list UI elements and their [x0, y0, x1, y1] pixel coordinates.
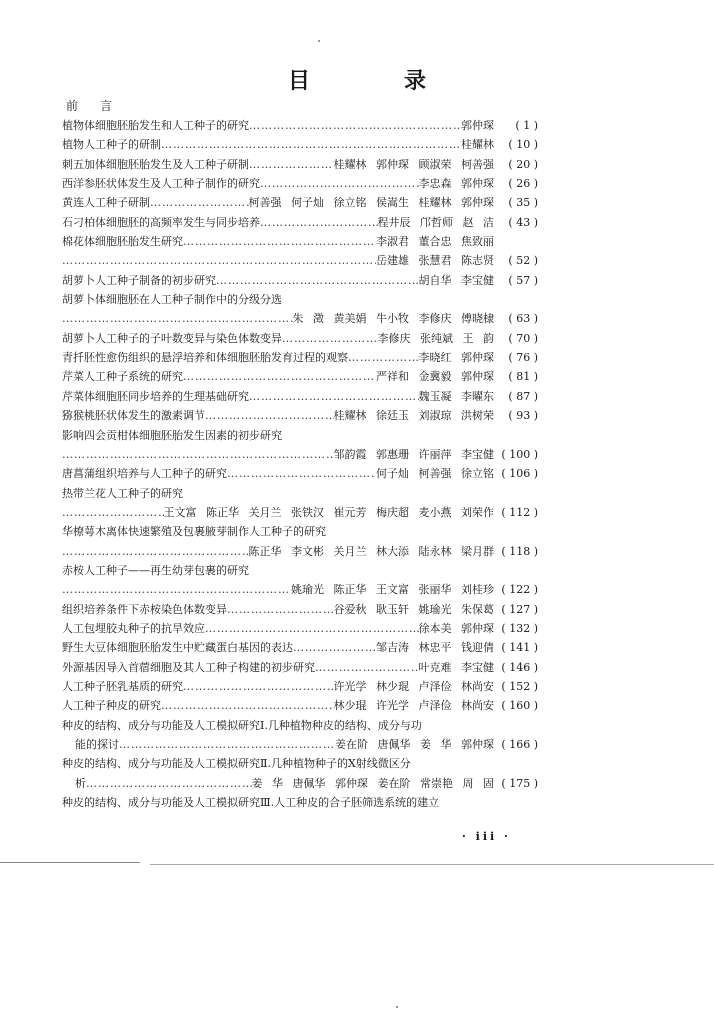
entry-page: ( 127 ) — [501, 602, 538, 616]
entry-title: 棉花体细胞胚胎发生研究 — [62, 235, 183, 249]
entry-page: ( 112 ) — [501, 505, 538, 519]
entry-page: ( 43 ) — [508, 215, 538, 229]
entry-page: ( 76 ) — [508, 351, 538, 365]
preface-heading: 前言 — [66, 99, 135, 113]
leader-dots — [119, 735, 335, 754]
entry-authors: 徐本美 郭仲琛 — [418, 621, 494, 635]
entry-title: 野生大豆体细胞胚胎发生中贮藏蛋白基因的表达 — [62, 641, 293, 655]
entry-title: 赤桉人工种子——再生幼芽包裹的研究 — [62, 563, 249, 577]
entry-page: ( 100 ) — [501, 447, 538, 461]
entry-title: 胡萝卜人工种子制备的初步研究 — [62, 273, 216, 287]
entry-page: ( 20 ) — [508, 157, 538, 171]
page-number: · iii · — [462, 830, 511, 843]
toc-entry — [62, 658, 538, 677]
toc-entry — [62, 542, 538, 561]
entry-authors: 程井辰 邝哲师 赵 洁 — [377, 215, 494, 229]
toc-entry — [62, 484, 538, 503]
entry-authors: 岳建雄 张慧君 陈志贤 — [376, 254, 494, 268]
toc-entry — [62, 309, 538, 328]
leader-dots — [86, 774, 252, 793]
entry-page: ( 160 ) — [501, 699, 538, 713]
toc-entry — [62, 677, 538, 696]
toc-entry — [62, 251, 538, 270]
leader-dots — [227, 464, 376, 483]
toc-entry — [62, 406, 538, 425]
toc-entry — [62, 619, 538, 638]
entry-authors: 王文富 陈正华 关月兰 张铁汉 崔元芳 梅庆超 麦小燕 刘荣作 — [163, 505, 494, 519]
entry-title: 外源基因导入首蓿细胞及其人工种子构建的初步研究 — [62, 660, 315, 674]
leader-dots — [249, 387, 419, 406]
toc-entry — [62, 522, 538, 541]
entry-title: 西洋参胚状体发生及人工种子制作的研究 — [62, 177, 260, 191]
leader-dots — [183, 677, 334, 696]
entry-page: ( 122 ) — [501, 583, 538, 597]
toc-entry — [62, 135, 538, 154]
entry-page: ( 166 ) — [501, 738, 538, 751]
entry-page: ( 175 ) — [501, 776, 538, 790]
toc-entry — [62, 426, 538, 445]
entry-authors: 郭仲琛 — [461, 119, 494, 132]
toc-entry — [62, 445, 538, 464]
toc-entry — [62, 387, 538, 406]
entry-page: ( 93 ) — [508, 409, 538, 423]
entry-title: 芹菜人工种子系统的研究 — [62, 370, 183, 384]
entry-authors: 姜 华 唐佩华 郭仲琛 姜在阶 常崇艳 周 固 — [251, 776, 494, 790]
entry-title: 人工种子种皮的研究 — [62, 699, 161, 713]
entry-title: 青扦胚性愈伤组织的悬浮培养和体细胞胚胎发育过程的观察 — [62, 351, 348, 365]
entry-authors: 陈正华 李文彬 关月兰 林大添 陆永林 梁月群 — [248, 544, 494, 558]
entry-authors: 桂耀林 — [461, 138, 494, 152]
entry-title: 猕猴桃胚状体发生的激素调节 — [62, 409, 205, 423]
entry-title: 能的探讨 — [75, 738, 119, 751]
entry-title: 华橑萼木离体快速繁殖及包裹腋芽制作人工种子的研究 — [62, 525, 326, 539]
toc-entry — [62, 271, 538, 290]
entry-authors: 姜在阶 唐佩华 姜 华 郭仲琛 — [335, 738, 494, 751]
entry-page: ( 141 ) — [501, 641, 538, 655]
leader-dots — [161, 135, 461, 154]
entry-title: 石刁柏体细胞胚的高频率发生与同步培养 — [62, 215, 260, 229]
entry-authors: 谷爱秋 耿玉轩 姚瑜光 朱保葛 — [333, 602, 494, 616]
leader-dots — [227, 600, 334, 619]
leader-dots — [161, 696, 334, 715]
entry-authors: 李晓红 郭仲琛 — [418, 351, 494, 365]
toc-entry — [62, 290, 538, 309]
entry-title: 种皮的结构、成分与功能及人工模拟研究Ⅲ.人工种皮的合子胚筛选系统的建立 — [62, 796, 440, 810]
leader-dots — [205, 406, 334, 425]
toc-entry — [62, 329, 538, 348]
toc-entry — [62, 193, 538, 212]
leader-dots — [249, 155, 334, 174]
entry-authors: 桂耀林 徐廷玉 刘淑琼 洪树荣 — [333, 409, 494, 423]
toc-entry — [62, 638, 538, 657]
leader-dots — [62, 542, 249, 561]
entry-authors: 桂耀林 郭仲琛 顾淑荣 柯善强 — [333, 157, 494, 171]
toc-entry — [62, 464, 538, 483]
leader-dots — [260, 174, 419, 193]
toc-entry — [62, 793, 538, 812]
entry-authors: 魏玉凝 李曜东 — [418, 389, 494, 403]
scan-speck — [318, 40, 320, 42]
entry-page: ( 152 ) — [501, 679, 538, 693]
leader-dots — [183, 367, 376, 386]
entry-page: ( 57 ) — [508, 273, 538, 287]
entry-page: ( 146 ) — [501, 660, 538, 674]
entry-authors: 李忠森 郭仲琛 — [418, 177, 494, 191]
toc-entry — [62, 503, 538, 522]
entry-authors: 柯善强 何子灿 徐立铭 侯嵩生 桂耀林 郭仲琛 — [248, 196, 494, 210]
entry-authors: 朱 澂 黄美娟 牛小牧 李修庆 傅晓棣 — [292, 312, 494, 326]
entry-page: ( 10 ) — [508, 138, 538, 152]
leader-dots — [348, 348, 419, 367]
entry-page: ( 52 ) — [508, 254, 538, 268]
leader-dots — [282, 329, 378, 348]
entry-title: 黄连人工种子研制 — [62, 196, 150, 210]
scan-edge-line — [150, 864, 714, 865]
leader-dots — [260, 213, 378, 232]
entry-title: 芹菜体细胞胚同步培养的生理基础研究 — [62, 389, 249, 403]
leader-dots — [62, 580, 291, 599]
leader-dots — [150, 193, 249, 212]
entry-page: ( 63 ) — [508, 312, 538, 326]
leader-dots — [62, 503, 164, 522]
entry-authors: 严祥和 金冀毅 郭仲琛 — [376, 370, 494, 384]
toc-entry — [62, 367, 538, 386]
leader-dots — [293, 638, 376, 657]
entry-title: 种皮的结构、成分与功能及人工模拟研究Ⅰ.几种植物种皮的结构、成分与功 — [62, 718, 422, 732]
toc-entry — [62, 348, 538, 367]
toc-entry — [62, 213, 538, 232]
entry-title: 胡萝卜人工种子的子叶数变异与染色体数变异 — [62, 331, 282, 345]
leader-dots — [183, 232, 376, 251]
toc-entry — [62, 754, 538, 773]
entry-authors: 叶克难 李宝健 — [418, 660, 494, 674]
entry-title: 热带兰花人工种子的研究 — [62, 486, 183, 500]
entry-title: 胡萝卜体细胞胚在人工种子制作中的分级分选 — [62, 293, 282, 307]
entry-page: ( 1 ) — [515, 119, 538, 132]
toc-entry — [62, 774, 538, 793]
entry-authors: 胡自华 李宝健 — [418, 273, 494, 287]
toc-entry — [62, 580, 538, 599]
toc-entry — [62, 716, 538, 735]
entry-authors: 李淑君 董合忠 焦致丽 — [376, 235, 494, 249]
scan-edge-line — [0, 862, 140, 863]
entry-authors: 邹韵霞 郭惠珊 许丽萍 李宝健 — [333, 447, 494, 461]
entry-title: 影响四会贡柑体细胞胚胎发生因素的初步研究 — [62, 428, 282, 442]
table-of-contents — [62, 116, 538, 812]
entry-title: 组织培养条件下赤桉染色体数变异 — [62, 602, 227, 616]
toc-entry — [62, 116, 538, 135]
entry-authors: 何子灿 柯善强 徐立铭 — [376, 467, 494, 481]
entry-authors: 许光学 林少琨 卢泽俭 林尚安 — [333, 679, 494, 693]
toc-entry — [62, 561, 538, 580]
entry-authors: 李修庆 张纯斌 王 韵 — [377, 331, 494, 345]
leader-dots — [62, 309, 293, 328]
entry-title: 唐菖蒲组织培养与人工种子的研究 — [62, 467, 227, 481]
entry-title: 析 — [75, 776, 86, 790]
entry-page: ( 106 ) — [501, 467, 538, 481]
leader-dots — [62, 445, 334, 464]
leader-dots — [205, 619, 419, 638]
entry-page: ( 70 ) — [508, 331, 538, 345]
entry-page: ( 118 ) — [501, 544, 538, 558]
toc-entry — [62, 174, 538, 193]
entry-page: ( 132 ) — [501, 621, 538, 635]
leader-dots — [216, 271, 419, 290]
entry-title: 种皮的结构、成分与功能及人工模拟研究Ⅱ.几种植物种子的X射线微区分 — [62, 757, 411, 771]
entry-authors: 姚瑜光 陈正华 王文富 张丽华 刘桂珍 — [291, 583, 494, 597]
leader-dots — [249, 116, 461, 135]
toc-entry — [62, 735, 538, 754]
entry-page: ( 87 ) — [508, 389, 538, 403]
entry-authors: 林少琨 许光学 卢泽俭 林尚安 — [333, 699, 494, 713]
page-title: 目 录 — [287, 69, 462, 94]
entry-title: 人工种子胚乳基质的研究 — [62, 679, 183, 693]
toc-entry — [62, 232, 538, 251]
toc-entry — [62, 696, 538, 715]
entry-title: 植物体细胞胚胎发生和人工种子的研究 — [62, 119, 249, 132]
entry-title: 植物人工种子的研制 — [62, 138, 161, 152]
toc-entry — [62, 600, 538, 619]
toc-entry — [62, 155, 538, 174]
entry-page: ( 26 ) — [508, 177, 538, 191]
entry-title: 人工包埋胶丸种子的抗旱效应 — [62, 621, 205, 635]
entry-page: ( 81 ) — [508, 370, 538, 384]
entry-page: ( 35 ) — [508, 196, 538, 210]
leader-dots — [62, 251, 376, 270]
entry-title: 刺五加体细胞胚胎发生及人工种子研制 — [62, 157, 249, 171]
leader-dots — [315, 658, 419, 677]
scan-speck — [396, 1006, 398, 1008]
entry-authors: 邹吉涛 林忠平 钱迎倩 — [376, 641, 494, 655]
